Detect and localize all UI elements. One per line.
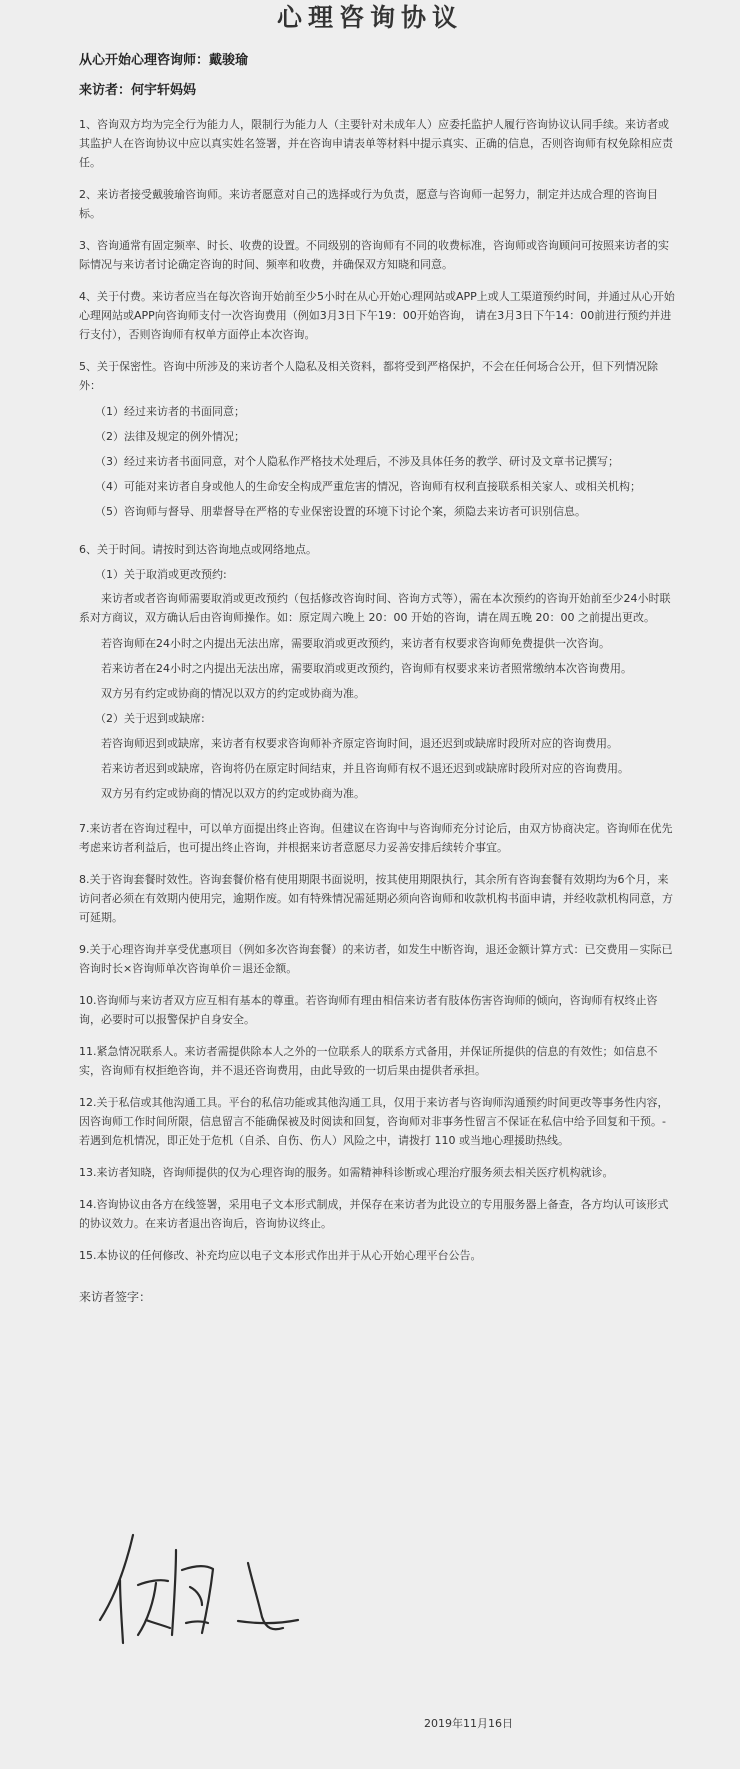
clause-6	[79, 537, 679, 806]
clause-12: 12.关于私信或其他沟通工具。平台的私信功能或其他沟通工具，仅用于来访者与咨询师沟通预约时间更改等事务性内容，因咨询师工作时间所限，信息留言不能确保被及时阅读和回复，咨询师对非事务性留言不保证在私信中给予回复和干预。- 若遇到危机情况，即正处于危机（自杀、自伤、伤人）风险之中，请拨打 110 或当地心理援助热线。	[79, 1096, 669, 1147]
clause-4: 4、关于付费。来访者应当在每次咨询开始前至少5小时在从心开始心理网站或APP上或人工渠道预约时间，并通过从心开始心理网站或APP向咨询师支付一次咨询费用（例如3月3日下午19：00开始咨询， 请在3月3日下午14：00前进行预约并进行支付），否则咨询师有权单方面停止本次咨询。	[79, 290, 675, 341]
clause-15: 15.本协议的任何修改、补充均应以电子文本形式作出并于从心开始心理平台公告。	[79, 1249, 482, 1262]
clause-11: 11.紧急情况联系人。来访者需提供除本人之外的一位联系人的联系方式备用，并保证所提供的信息的有效性；如信息不实，咨询师有权拒绝咨询，并不退还咨询费用，由此导致的一切后果由提供者承担。	[79, 1045, 658, 1077]
clause-7: 7.来访者在咨询过程中，可以单方面提出终止咨询。但建议在咨询中与咨询师充分讨论后，由双方协商决定。咨询师在优先考虑来访者利益后，也可提出终止咨询，并根据来访者意愿尽力妥善安排后续转介事宜。	[79, 822, 673, 854]
clause-1: 1、咨询双方均为完全行为能力人，限制行为能力人（主要针对未成年人）应委托监护人履行咨询协议认同手续。来访者或其监护人在咨询协议中应以真实姓名签署，并在咨询申请表单等材料中提示真实、正确的信息，否则咨询师有权免除相应责任。	[79, 118, 673, 169]
clause-5	[79, 357, 679, 524]
clause-6-sub1-line: 若咨询师在24小时之内提出无法出席，需要取消或更改预约，来访者有权要求咨询师免费提供一次咨询。	[101, 637, 610, 650]
clause-3: 3、咨询通常有固定频率、时长、收费的设置。不同级别的咨询师有不同的收费标准，咨询师或咨询顾问可按照来访者的实际情况与来访者讨论确定咨询的时间、频率和收费，并确保双方知晓和同意。	[79, 239, 669, 271]
clause-6-sub1-line: 双方另有约定或协商的情况以双方的约定或协商为准。	[101, 687, 365, 700]
clause-13: 13.来访者知晓，咨询师提供的仅为心理咨询的服务。如需精神科诊断或心理治疗服务须去相关医疗机构就诊。	[79, 1166, 614, 1179]
clause-8: 8.关于咨询套餐时效性。咨询套餐价格有使用期限书面说明，按其使用期限执行，其余所有咨询套餐有效期均为6个月，来访问者必须在有效期内使用完，逾期作废。如有特殊情况需延期必须向咨询师和收款机构书面申请，并经收款机构同意，方可延期。	[79, 873, 673, 924]
clause-5-item: （3）经过来访者书面同意，对个人隐私作严格技术处理后，不涉及具体任务的教学、研讨及文章书记撰写；	[95, 455, 619, 468]
clause-6-sub1-title: （1）关于取消或更改预约:	[95, 568, 227, 581]
clause-5-item: （2）法律及规定的例外情况；	[95, 430, 245, 443]
clause-5-item: （5）咨询师与督导、朋辈督导在严格的专业保密设置的环境下讨论个案，须隐去来访者可识别信息。	[95, 505, 586, 518]
clause-14: 14.咨询协议由各方在线签署，采用电子文本形式制成，并保存在来访者为此设立的专用服务器上备查，各方均认可该形式的协议效力。在来访者退出咨询后，咨询协议终止。	[79, 1198, 669, 1230]
visitor-line: 来访者：何宇轩妈妈	[79, 83, 197, 98]
clause-6-sub1-line: 若来访者在24小时之内提出无法出席，需要取消或更改预约，咨询师有权要求来访者照常缴纳本次咨询费用。	[101, 662, 632, 675]
signature-date: 2019年11月16日	[424, 1717, 513, 1730]
signature-label: 来访者签字：	[79, 1290, 152, 1304]
clause-6-intro: 6、关于时间。请按时到达咨询地点或网络地点。	[79, 543, 317, 556]
page-title: 心理咨询协议	[276, 3, 463, 32]
agreement-body	[79, 52, 679, 1307]
counselor-line: 从心开始心理咨询师：戴骏瑜	[79, 53, 249, 68]
handwritten-signature	[98, 1525, 328, 1655]
clause-9: 9.关于心理咨询并享受优惠项目（例如多次咨询套餐）的来访者，如发生中断咨询，退还金额计算方式：已交费用－实际已咨询时长×咨询师单次咨询单价＝退还金额。	[79, 943, 673, 975]
clause-6-sub2-line: 若咨询师迟到或缺席，来访者有权要求咨询师补齐原定咨询时间，退还迟到或缺席时段所对应的咨询费用。	[101, 737, 618, 750]
clause-5-intro: 5、关于保密性。咨询中所涉及的来访者个人隐私及相关资料，都将受到严格保护，不会在任何场合公开，但下列情况除外：	[79, 360, 658, 392]
clause-6-sub2-line: 双方另有约定或协商的情况以双方的约定或协商为准。	[101, 787, 365, 800]
clause-6-sub2-line: 若来访者迟到或缺席，咨询将仍在原定时间结束，并且咨询师有权不退还迟到或缺席时段所对应的咨询费用。	[101, 762, 629, 775]
clause-2: 2、来访者接受戴骏瑜咨询师。来访者愿意对自己的选择或行为负责，愿意与咨询师一起努力，制定并达成合理的咨询目标。	[79, 188, 658, 220]
clause-6-sub2-title: （2）关于迟到或缺席:	[95, 712, 205, 725]
clause-5-item: （4）可能对来访者自身或他人的生命安全构成严重危害的情况，咨询师有权利直接联系相关家人、或相关机构；	[95, 480, 641, 493]
clause-10: 10.咨询师与来访者双方应互相有基本的尊重。若咨询师有理由相信来访者有肢体伤害咨询师的倾向，咨询师有权终止咨询，必要时可以报警保护自身安全。	[79, 994, 658, 1026]
clause-6-sub1-text: 来访者或者咨询师需要取消或更改预约（包括修改咨询时间、咨询方式等），需在本次预约的咨询开始前至少24小时联系对方商议，双方确认后由咨询师操作。如：原定周六晚上 20：00 开始的咨询，请在周五晚 20：00 之前提出更改。	[79, 592, 671, 624]
clause-5-item: （1）经过来访者的书面同意；	[95, 405, 245, 418]
